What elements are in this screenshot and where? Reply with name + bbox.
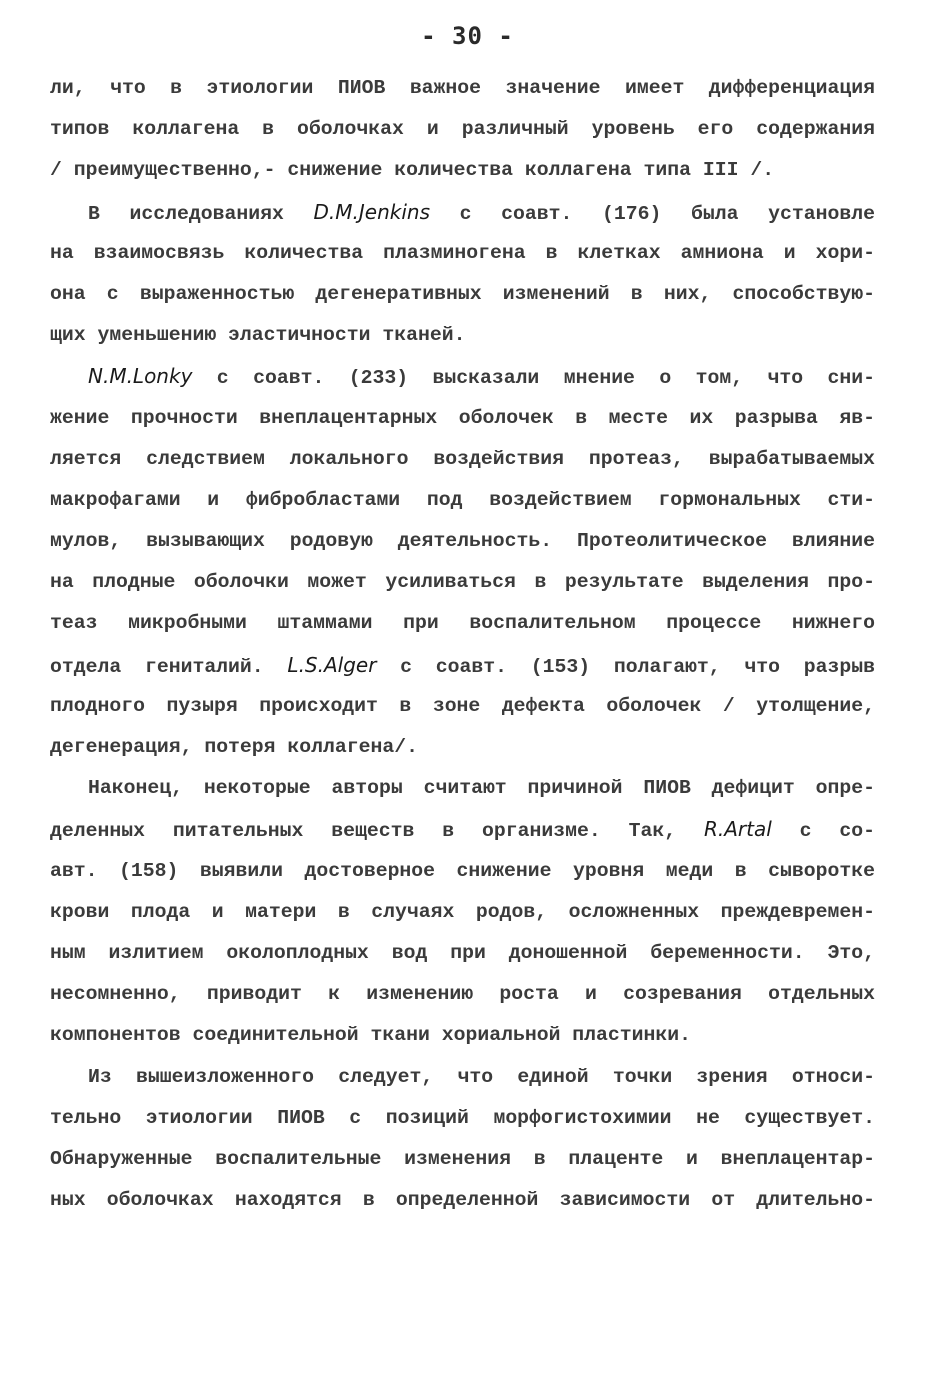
text-line: плодного пузыря происходит в зоне дефекта оболочек / утолщение, — [50, 694, 875, 717]
text-line: ных оболочках находятся в определенной зависимости от длительно- — [50, 1189, 875, 1212]
text-line — [50, 809, 875, 850]
text-line: на взаимосвязь количества плазминогена в клетках амниона и хори- — [50, 241, 875, 264]
text-segment: отдела гениталий. — [50, 655, 288, 678]
text-line: дегенерация, потеря коллагена/. — [50, 736, 418, 758]
text-line: тельно этиологии ПИОВ с позиций морфогистохимии не существует. — [50, 1106, 875, 1129]
text-line: несомненно, приводит к изменению роста и созревания отдельных — [50, 983, 875, 1006]
text-line: щих уменьшению эластичности тканей. — [50, 324, 466, 347]
body-text — [50, 68, 875, 1221]
text-line: / преимущественно,- снижение количества коллагена типа III /. — [50, 159, 775, 182]
text-segment: с соавт. (233) высказали мнение о том, что сни- — [192, 367, 875, 390]
page-number: - 30 - — [421, 22, 514, 50]
text-line: мулов, вызывающих родовую деятельность. Протеолитическое влияние — [50, 530, 875, 553]
text-line: крови плода и матери в случаях родов, осложненных преждевремен- — [50, 900, 875, 923]
text-line: теаз микробными штаммами при воспалительном процессе нижнего — [50, 612, 875, 635]
text-line: ли, что в этиологии ПИОВ важное значение имеет дифференциация — [50, 77, 875, 99]
handwritten-author-name: D.M.Jenkins — [313, 199, 430, 224]
text-line: Из вышеизложенного следует, что единой точки зрения относи- — [88, 1065, 875, 1088]
text-segment: с соавт. (176) была установле — [429, 202, 875, 225]
text-line: компонентов соединительной ткани хориальной пластинки. — [50, 1024, 692, 1047]
text-line: ным излитием околоплодных вод при доношенной беременности. Это, — [50, 941, 875, 964]
text-line: авт. (158) выявили достоверное снижение уровня меди в сыворотке — [50, 859, 875, 882]
text-line: на плодные оболочки может усиливаться в результате выделения про- — [50, 571, 875, 594]
text-line: макрофагами и фибробластами под воздействием гормональных сти- — [50, 488, 875, 511]
text-segment: с со- — [771, 820, 875, 843]
text-line: жение прочности внеплацентарных оболочек в месте их разрыва яв- — [50, 406, 875, 429]
handwritten-author-name: R.Artal — [703, 817, 772, 842]
text-line — [50, 645, 875, 686]
text-segment: деленных питательных веществ в организме. Так, — [50, 820, 704, 843]
text-line — [50, 192, 875, 233]
text-line: она с выраженностью дегенеративных изменений в них, способствую- — [50, 282, 875, 305]
text-segment: с соавт. (153) полагают, что разрыв — [376, 655, 875, 678]
text-segment: В исследованиях — [88, 202, 314, 225]
text-line — [50, 356, 875, 397]
handwritten-author-name: N.M.Lonky — [88, 364, 193, 389]
text-line: Наконец, некоторые авторы считают причиной ПИОВ дефицит опре- — [88, 777, 875, 800]
text-line: Обнаруженные воспалительные изменения в плаценте и внеплацентар- — [50, 1147, 875, 1170]
handwritten-author-name: L.S.Alger — [287, 652, 377, 677]
text-line: типов коллагена в оболочках и различный уровень его содержания — [50, 118, 875, 141]
text-line: ляется следствием локального воздействия протеаз, вырабатываемых — [50, 447, 875, 470]
